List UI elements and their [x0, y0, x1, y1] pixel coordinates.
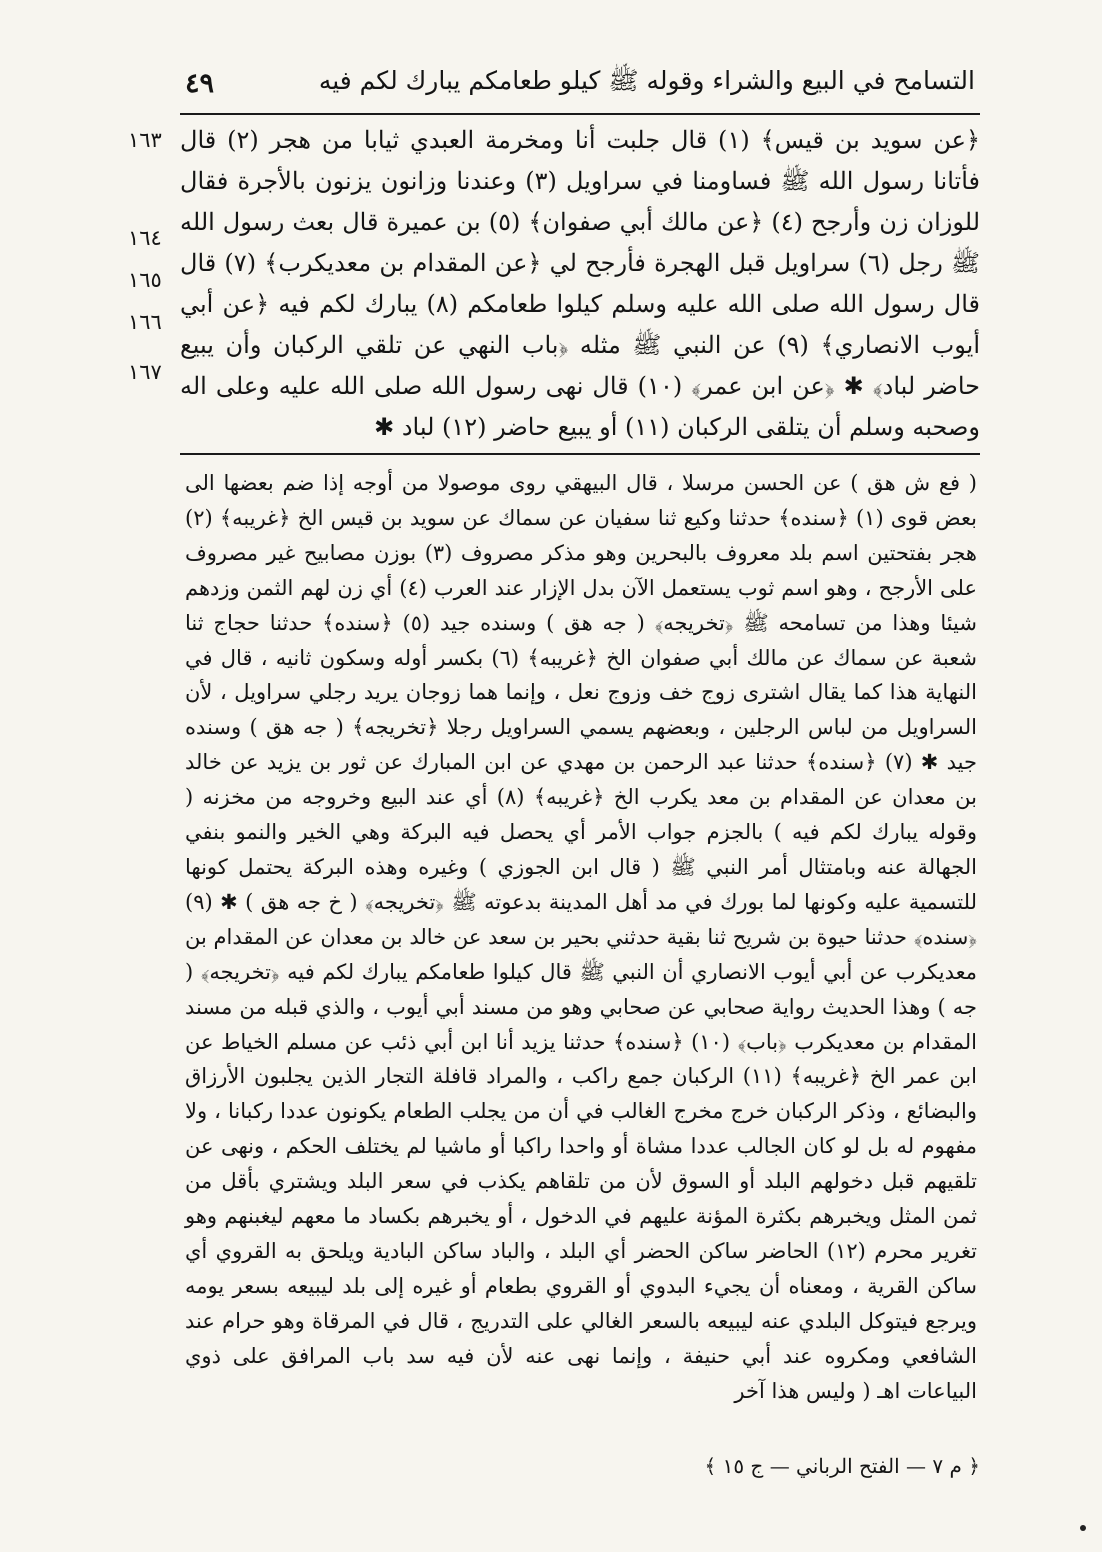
page-number: ٤٩ — [185, 67, 215, 99]
commentary-text — [185, 466, 977, 1408]
hadith-text — [180, 120, 980, 448]
commentary-paragraph: ( فع ش هق ) عن الحسن مرسلا ، قال البيهقي روى موصولا من أوجه إذا ضم بعضها الى بعض قوى (١) ﴿سنده﴾ حدثنا وكيع ثنا سفيان عن سماك عن سويد بن قيس الخ ﴿غريبه﴾ (٢) هجر بفتحتين اسم بلد معروف بالبحرين وهو مذكر مصروف (٣) بوزن مصابيح غير مصروف على الأرجح ، وهو اسم ثوب يستعمل الآن بدل الإزار عند العرب (٤) أي زن لهم الثمن وزدهم شيئا وهذا من تسامحه ﷺ ﴿تخريجه﴾ ( جه هق ) وسنده جيد (٥) ﴿سنده﴾ حدثنا حجاج ثنا شعبة عن سماك عن مالك أبي صفوان الخ ﴿غريبه﴾ (٦) بكسر أوله وسكون ثانيه ، قال في النهاية هذا كما يقال اشترى زوج خف وزوج نعل ، وإنما هما زوجان يريد رجلي سراويل ، لأن السراويل من لباس الرجلين ، وبعضهم يسمي السراويل رجلا ﴿تخريجه﴾ ( جه هق ) وسنده جيد ✱ (٧) ﴿سنده﴾ حدثنا عبد الرحمن بن مهدي عن ابن المبارك عن ثور بن يزيد عن خالد بن معدان عن المقدام بن معد يكرب الخ ﴿غريبه﴾ (٨) أي عند البيع وخروجه من مخزنه ( وقوله يبارك لكم فيه ) بالجزم جواب الأمر أي يحصل فيه البركة وهي الخير والنمو بنفي الجهالة عنه وبامتثال أمر النبي ﷺ ( قال ابن الجوزي ) وغيره وهذه البركة يحتمل كونها للتسمية عليه وكونها لما بورك في مد أهل المدينة بدعوته ﷺ ﴿تخريجه﴾ ( خ جه هق ) ✱ (٩) ﴿سنده﴾ حدثنا حيوة بن شريح ثنا بقية حدثني بحير بن سعد عن خالد بن معدان عن المقدام بن معديكرب عن أبي أيوب الانصاري أن النبي ﷺ قال كيلوا طعامكم يبارك لكم فيه ﴿تخريجه﴾ ( جه ) وهذا الحديث رواية صحابي عن صحابي وهو من مسند أبي أيوب ، والذي قبله من مسند المقدام بن معديكرب ﴿باب﴾ (١٠) ﴿سنده﴾ حدثنا يزيد أنا ابن أبي ذئب عن مسلم الخياط عن ابن عمر الخ ﴿غريبه﴾ (١١) الركبان جمع راكب ، والمراد قافلة التجار الذين يجلبون الأرزاق والبضائع ، وذكر الركبان خرج مخرج الغالب في أن من يجلب الطعام يكونون عددا ركبانا ، ولا مفهوم له بل لو كان الجالب عددا مشاة أو واحدا راكبا أو ماشيا لم يختلف الحكم ، ونهى عن تلقيهم قبل دخولهم البلد أو السوق لأن من تلقاهم يكذب في سعر البلد ويشتري بأقل من ثمن المثل ويخبرهم بكثرة المؤنة عليهم في الدخول ، أو يخبرهم بكساد ما معهم ليغبنهم وهو تغرير محرم (١٢) الحاضر ساكن الحضر أي البلد ، والباد ساكن البادية ويلحق به القروي أي ساكن القرية ، ومعناه أن يجيء البدوي أو القروي بطعام أو غيره إلى بلد ليبيعه بسعر يومه ويرجع فيتوكل البلدي عنه ليبيعه بالسعر الغالي على التدريج ، قال في المرقاة وهو حرام عند الشافعي ومكروه عند أبي حنيفة ، وإنما نهى عنه لأن فيه سد باب المرافق على ذوي البياعات اهـ ( وليس هذا آخر — [185, 471, 978, 1403]
page-footer: ﴿ م ٧ — الفتح الرباني — ج ١٥ ﴾ — [704, 1454, 980, 1478]
hadith-number: ١٦٥ — [128, 268, 162, 292]
header-rule — [180, 113, 980, 115]
ink-dot — [1080, 1525, 1086, 1531]
running-header — [185, 58, 975, 108]
hadith-number: ١٦٣ — [128, 128, 162, 152]
hadith-number: ١٦٤ — [128, 226, 162, 250]
section-divider — [180, 453, 980, 455]
hadith-paragraph: ﴿عن سويد بن قيس﴾ (١) قال جلبت أنا ومخرمة العبدي ثيابا من هجر (٢) قال فأتانا رسول الله ﷺ فساومنا في سراويل (٣) وعندنا وزانون يزنون بالأجرة فقال للوزان زن وأرجح (٤) ﴿عن مالك أبي صفوان﴾ (٥) بن عميرة قال بعث رسول الله ﷺ رجل (٦) سراويل قبل الهجرة فأرجح لي ﴿عن المقدام بن معديكرب﴾ (٧) قال قال رسول الله صلى الله عليه وسلم كيلوا طعامكم (٨) يبارك لكم فيه ﴿عن أبي أيوب الانصاري﴾ (٩) عن النبي ﷺ مثله ﴿باب النهي عن تلقي الركبان وأن يبيع حاضر لباد﴾ ✱ ﴿عن ابن عمر﴾ (١٠) قال نهى رسول الله صلى الله عليه وعلى اله وصحبه وسلم أن يتلقى الركبان (١١) أو يبيع حاضر (١٢) لباد ✱ — [180, 126, 981, 441]
hadith-number: ١٦٦ — [128, 310, 162, 334]
header-title: التسامح في البيع والشراء وقوله ﷺ كيلو طعامكم يبارك لكم فيه — [318, 65, 975, 95]
hadith-number: ١٦٧ — [128, 360, 162, 384]
